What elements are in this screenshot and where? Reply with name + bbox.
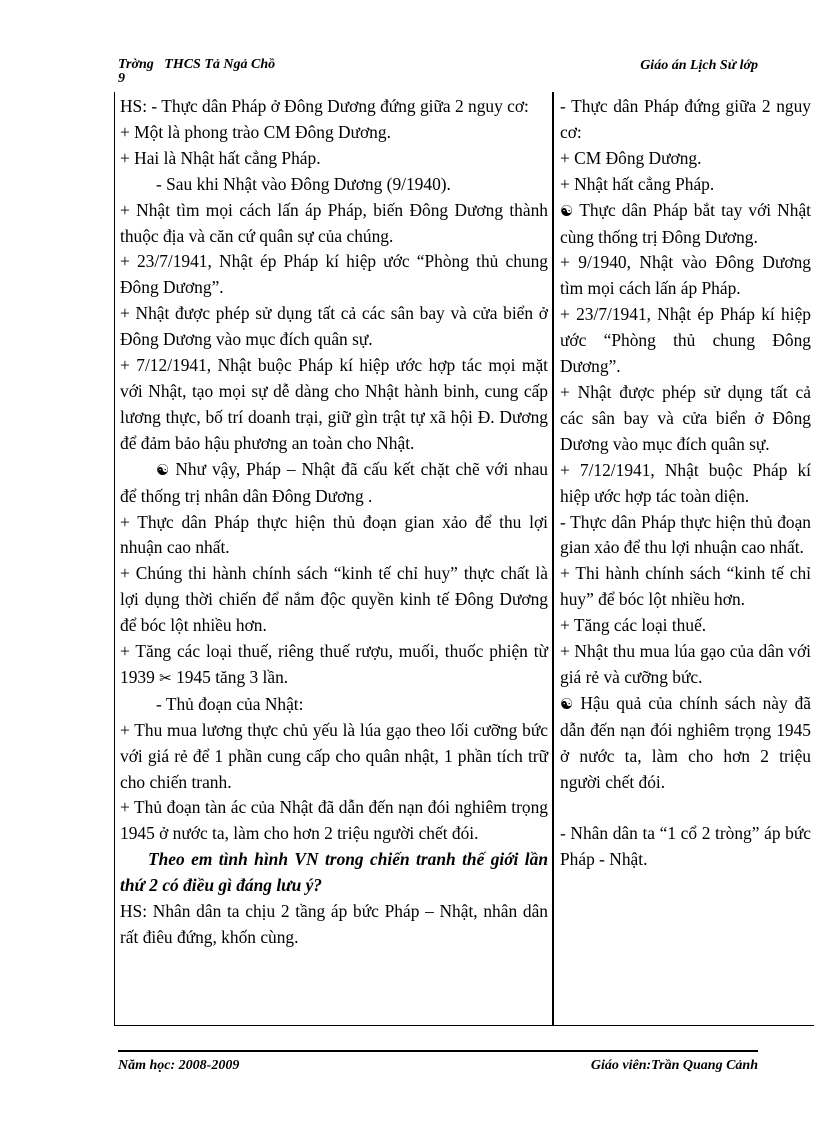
footer-teacher: Giáo viên:Trần Quang Cảnh — [590, 1058, 758, 1073]
left-paragraph: + 23/7/1941, Nhật ép Pháp kí hiệp ước “Phòng thủ chung Đông Dương”. — [120, 251, 548, 298]
left-paragraph: + Nhật tìm mọi cách lấn áp Pháp, biến Đông Dương thành thuộc địa và căn cứ quân sự của chúng. — [120, 199, 548, 246]
header-subject: Giáo án Lịch Sử lớp — [640, 58, 758, 73]
right-consequence-text: Hậu quả của chính sách này đã dẫn đến nạn đói nghiêm trọng 1945 ở nước ta, làm cho hơn 2 triệu người chết đói. — [560, 692, 811, 792]
left-paragraph: - Sau khi Nhật vào Đông Dương (9/1940). — [156, 173, 451, 194]
right-column — [560, 94, 811, 873]
tax-text-a: + Tăng các loại thuế, riêng thuế rượu, muối, thuốc phiện từ 1939 — [120, 641, 548, 687]
right-paragraph: - Nhân dân ta “1 cổ 2 tròng” áp bức Pháp - Nhật. — [560, 823, 811, 870]
pointer-icon: ☯ — [156, 460, 170, 479]
right-paragraph: - Thực dân Pháp thực hiện thủ đoạn gian xảo để thu lợi nhuận cao nhất. — [560, 511, 811, 558]
right-paragraph: + Nhật hất cẳng Pháp. — [560, 173, 715, 194]
header-page-suffix: 9 — [118, 71, 125, 86]
header-school-a: Trờng — [118, 57, 154, 72]
left-paragraph-tax — [120, 639, 548, 692]
scissors-icon: ✂ — [159, 668, 172, 687]
left-paragraph: + Thủ đoạn tàn ác của Nhật đã dẫn đến nạn đói nghiêm trọng 1945 ở nước ta, làm cho hơn 2 triệu người chết đói. — [120, 797, 548, 844]
pointer-icon: ☯ — [560, 694, 574, 713]
left-paragraph: + Thực dân Pháp thực hiện thủ đoạn gian xảo để thu lợi nhuận cao nhất. — [120, 511, 548, 558]
right-paragraph: + 7/12/1941, Nhật buộc Pháp kí hiệp ước hợp tác toàn diện. — [560, 459, 811, 506]
right-paragraph: + Thi hành chính sách “kinh tế chỉ huy” để bóc lột nhiều hơn. — [560, 563, 811, 610]
page-header — [118, 52, 758, 92]
student-answer: HS: Nhân dân ta chịu 2 tầng áp bức Pháp – Nhật, nhân dân rất điêu đứng, khốn cùng. — [120, 901, 548, 947]
right-conclusion-text: Thực dân Pháp bắt tay với Nhật cùng thống trị Đông Dương. — [560, 199, 811, 247]
left-paragraph: + Một là phong trào CM Đông Dương. — [120, 121, 391, 142]
header-school-b: THCS Tả Ngả Chồ — [164, 57, 276, 72]
page-footer — [118, 1050, 758, 1073]
left-paragraph: + Hai là Nhật hất cẳng Pháp. — [120, 147, 321, 168]
right-paragraph: + Nhật được phép sử dụng tất cả các sân bay và cửa biển ở Đông Dương vào mục đích quân sự. — [560, 381, 811, 454]
right-paragraph: + CM Đông Dương. — [560, 147, 702, 168]
tax-text-b: 1945 tăng 3 lần. — [176, 666, 289, 687]
left-paragraph: + 7/12/1941, Nhật buộc Pháp kí hiệp ước hợp tác mọi mặt với Nhật, tạo mọi sự dễ dàng cho Nhật hành binh, cung cấp lương thực, bố trí doanh trại, giữ gìn trật tự xã hội Đ. Dương để đảm bảo hậu phương an toàn cho Nhật. — [120, 355, 548, 453]
left-conclusion — [120, 457, 548, 510]
right-paragraph: + 23/7/1941, Nhật ép Pháp kí hiệp ước “Phòng thủ chung Đông Dương”. — [560, 304, 811, 377]
left-column — [120, 94, 548, 951]
right-paragraph: + 9/1940, Nhật vào Đông Dương tìm mọi cách lấn áp Pháp. — [560, 252, 811, 299]
right-paragraph: - Thực dân Pháp đứng giữa 2 nguy cơ: — [560, 96, 811, 142]
footer-year: Năm học: 2008-2009 — [118, 1058, 240, 1073]
discussion-question: Theo em tình hình VN trong chiến tranh thế giới lần thứ 2 có điều gì đáng lưu ý? — [120, 849, 548, 896]
right-paragraph: + Nhật thu mua lúa gạo của dân với giá rẻ và cưỡng bức. — [560, 641, 811, 687]
right-consequence — [560, 691, 811, 796]
column-divider — [552, 92, 554, 1025]
header-school — [118, 57, 276, 86]
right-paragraph: + Tăng các loại thuế. — [560, 615, 707, 636]
left-paragraph: + Nhật được phép sử dụng tất cả các sân bay và cửa biển ở Đông Dương vào mục đích quân sự. — [120, 303, 548, 350]
right-conclusion — [560, 198, 811, 251]
left-paragraph: - Thủ đoạn của Nhật: — [156, 693, 304, 714]
left-paragraph: + Thu mua lương thực chủ yếu là lúa gạo theo lối cưỡng bức với giá rẻ để 1 phần cung cấp cho quân nhật, 1 phần tích trữ cho chiến tranh. — [120, 719, 548, 792]
left-paragraph: HS: - Thực dân Pháp ở Đông Dương đứng giữa 2 nguy cơ: — [120, 96, 529, 116]
pointer-icon: ☯ — [560, 201, 574, 220]
left-paragraph: + Chúng thi hành chính sách “kinh tế chỉ huy” thực chất là lợi dụng thời chiến để nắm độc quyền kinh tế Đông Dương để bóc lột nhiều hơn. — [120, 563, 548, 636]
lesson-table — [114, 92, 814, 1026]
left-conclusion-text: Như vậy, Pháp – Nhật đã cấu kết chặt chẽ với nhau để thống trị nhân dân Đông Dương . — [120, 458, 548, 506]
